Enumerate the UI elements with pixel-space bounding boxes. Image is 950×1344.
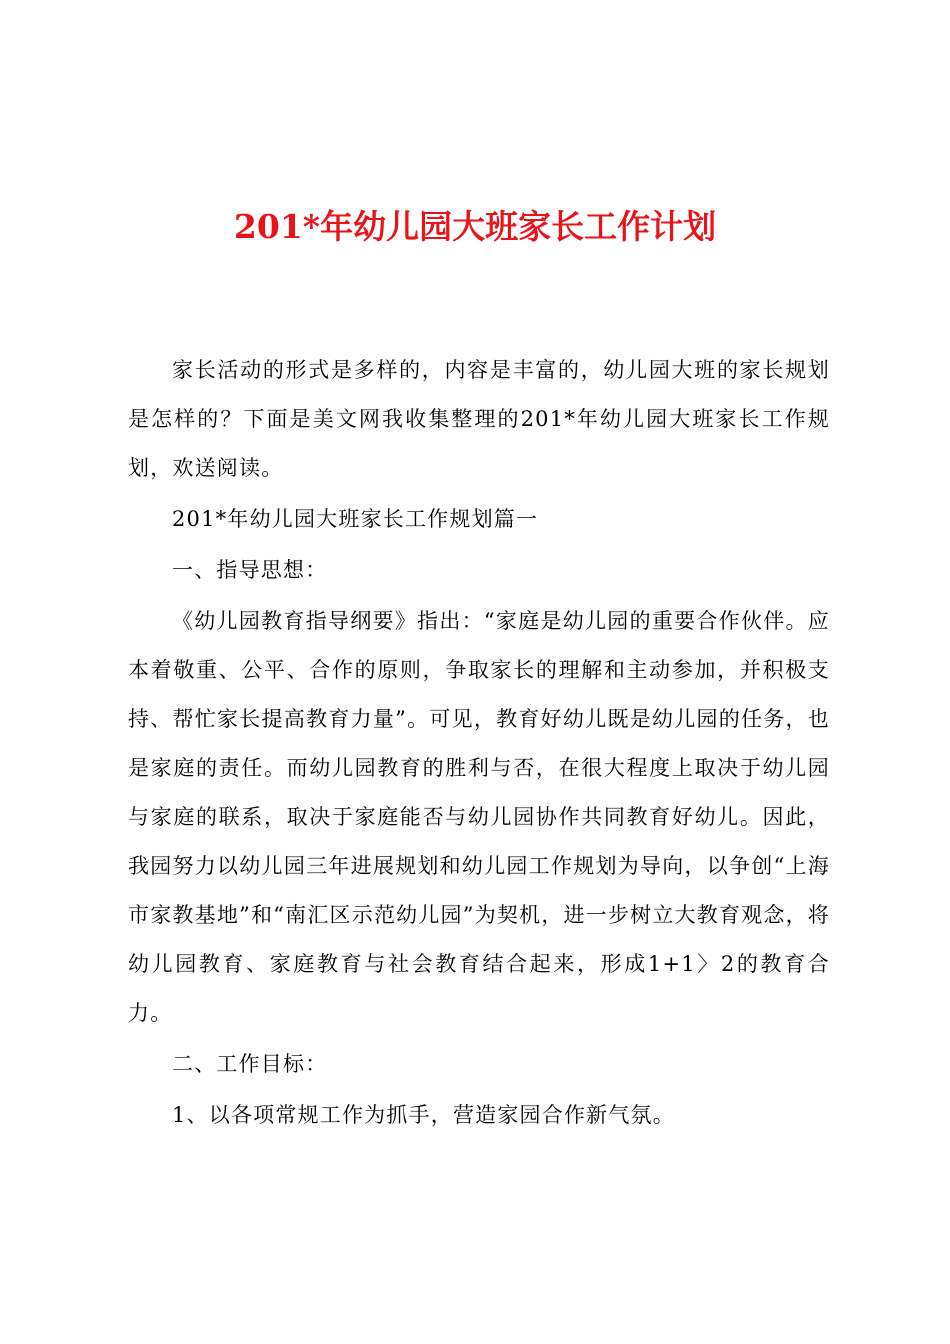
section-heading-guiding-thought: 一、指导思想： xyxy=(172,558,328,582)
guiding-thought-paragraph: 《幼儿园教育指导纲要》指出：“家庭是幼儿园的重要合作伙伴。应本着敬重、公平、合作的原则，争取家长的理解和主动参加，并积极支持、帮忙家长提高教育力量”。可见，教育好幼儿既是幼儿园的任务，也是家庭的责任。而幼儿园教育的胜利与否，在很大程度上取决于幼儿园与家庭的联系，取决于家庭能否与幼儿园协作共同教育好幼儿。因此，我园努力以幼儿园三年进展规划和幼儿园工作规划为导向，以争创“上海市家教基地”和“南汇区示范幼儿园”为契机，进一步树立大教育观念，将幼儿园教育、家庭教育与社会教育结合起来，形成1+1〉2的教育合力。 xyxy=(128,609,830,1025)
document-title: 201*年幼儿园大班家长工作计划 xyxy=(233,207,717,246)
section-heading-plan-one: 201*年幼儿园大班家长工作规划篇一 xyxy=(172,507,539,531)
work-goal-item-1: 1、以各项常规工作为抓手，营造家园合作新气氛。 xyxy=(172,1103,675,1127)
section-heading-work-goals: 二、工作目标： xyxy=(172,1052,328,1076)
intro-paragraph: 家长活动的形式是多样的，内容是丰富的，幼儿园大班的家长规划是怎样的？下面是美文网我收集整理的201*年幼儿园大班家长工作规划，欢送阅读。 xyxy=(128,358,830,480)
document-body xyxy=(128,346,830,1140)
